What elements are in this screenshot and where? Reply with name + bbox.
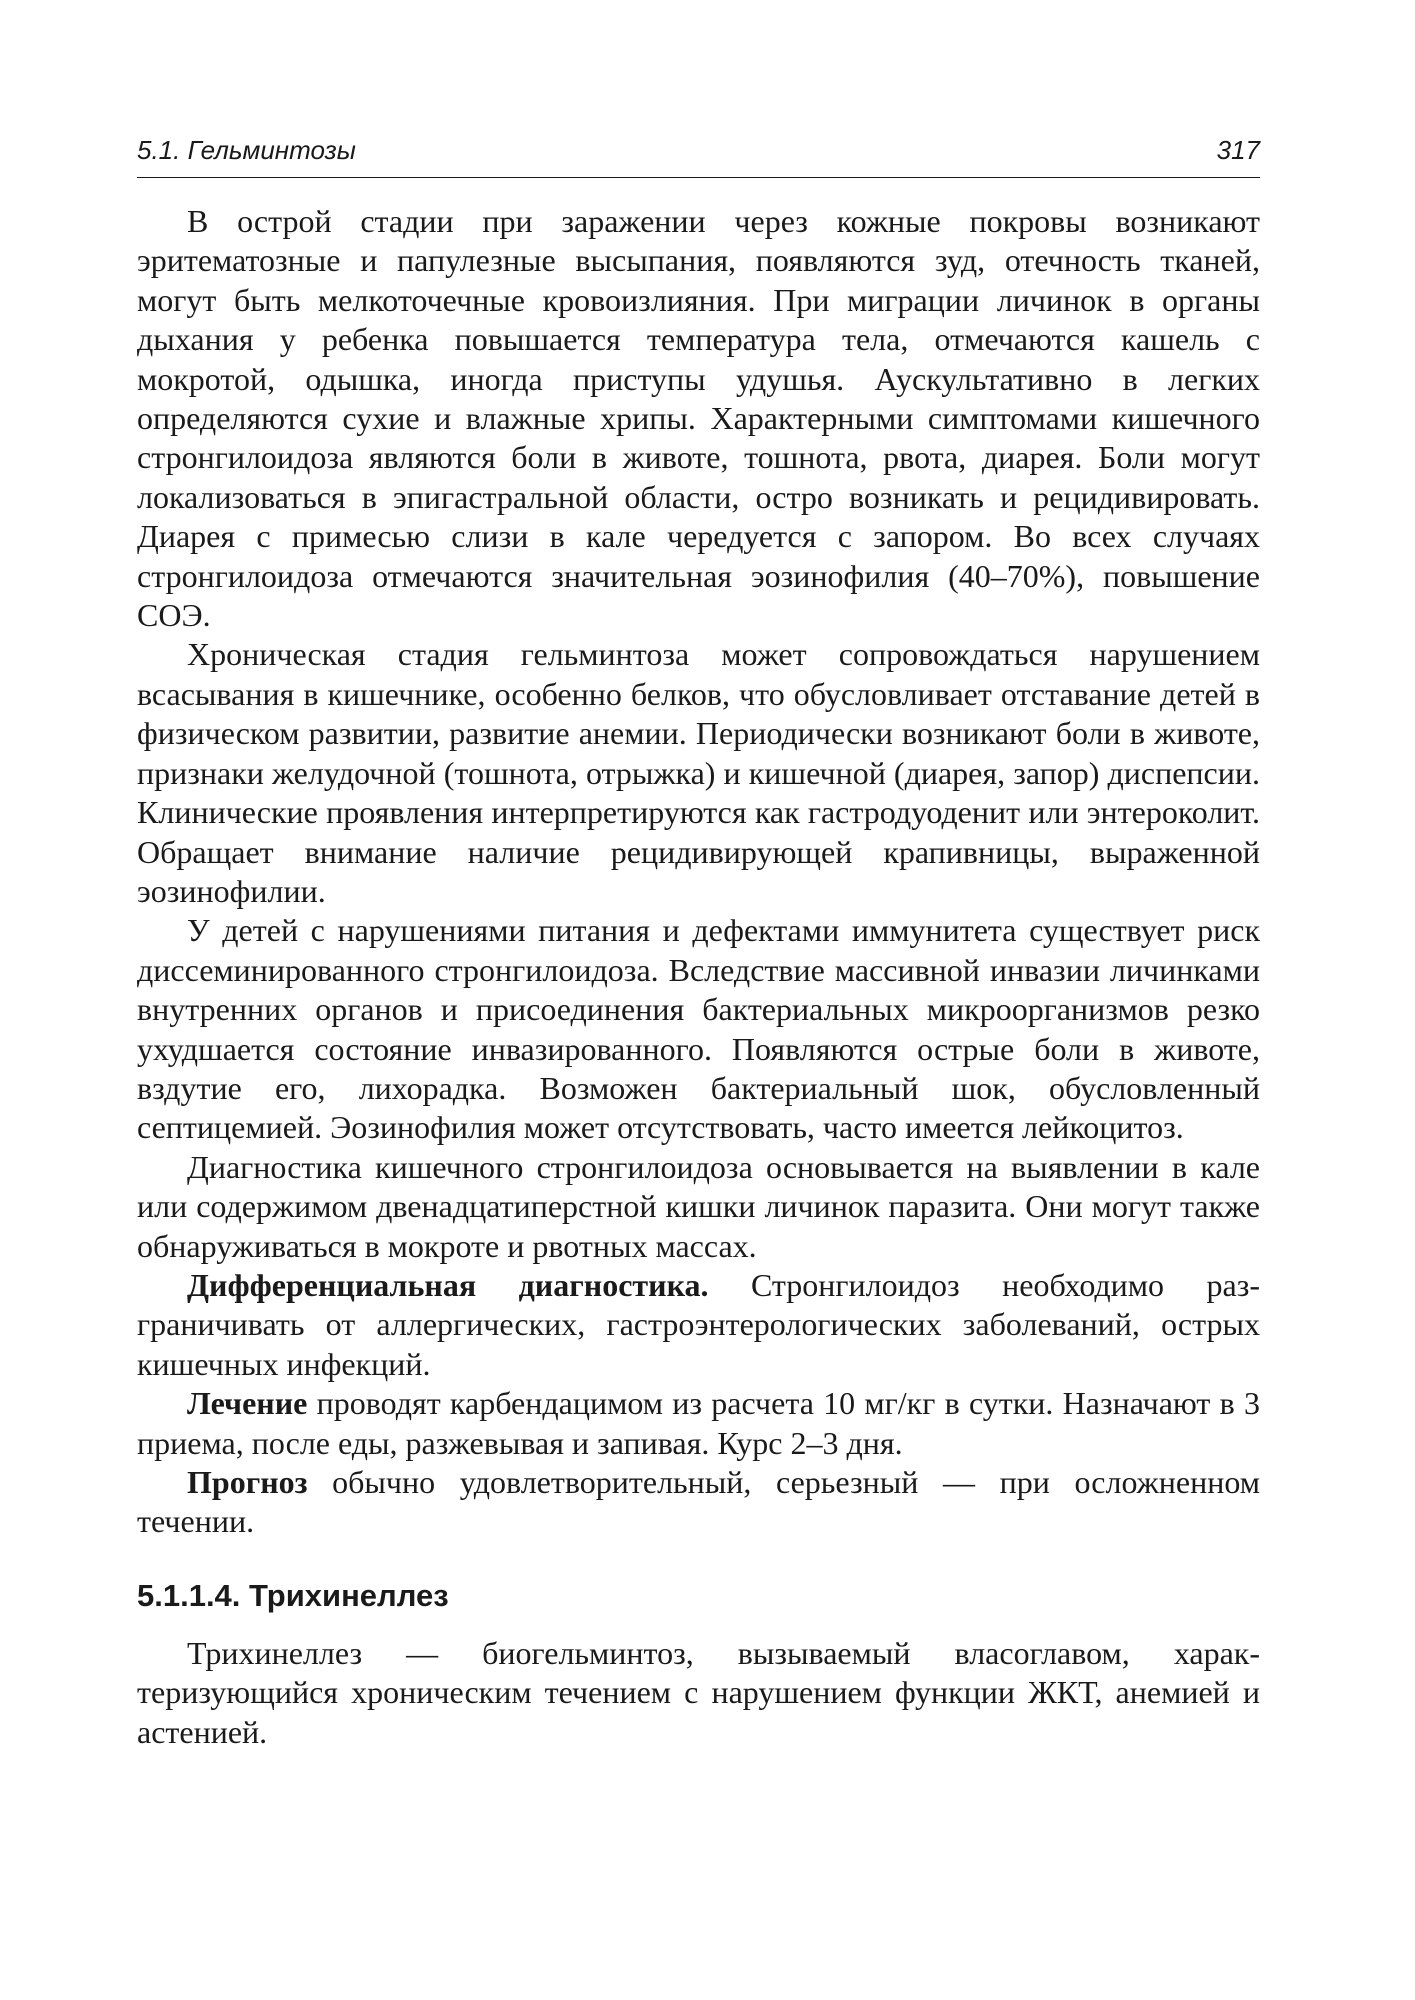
running-header xyxy=(137,135,1260,178)
differential-text: Стронгилоидоз необходимо разграничивать от аллергических, гастроэнтерологических заболеваний, острых кишечных инфекций. xyxy=(137,1266,1261,1382)
treatment-lead: Лечение xyxy=(187,1385,308,1422)
paragraph-treatment xyxy=(137,1384,1260,1463)
treatment-text: проводят карбендацимом из расчета 10 мг/кг в сутки. Назначают в 3 приема, после еды, разжевывая и запивая. Курс 2–3 дня. xyxy=(137,1385,1260,1461)
differential-lead: Дифференциальная диагностика. xyxy=(187,1266,709,1303)
running-header-section: 5.1. Гельминтозы xyxy=(137,135,356,165)
book-page xyxy=(137,135,1260,1752)
paragraph-prognosis xyxy=(137,1463,1260,1542)
paragraph-acute-stage: В острой стадии при заражении через кожные покровы возникают эритематозные и папулезные высыпания, появляются зуд, отечность тканей, могут быть мелкоточечные кровоизлияния. При миграции личинок в органы дыхания у ребенка повышается температура тела, отмечаются кашель с мокротой, одышка, иногда приступы удушья. Аускультативно в легких определяются сухие и влажные хрипы. Характерными симптомами кишечного стронгилоидоза являются боли в животе, тошнота, рвота, диарея. Боли могут локализоваться в эпигастральной области, остро возникать и рецидивировать. Диарея с примесью слизи в кале чередуется с запором. Во всех случаях стронгилоидоза отмечаются значительная эозинофилия (40–70%), повышение СОЭ. xyxy=(137,203,1260,634)
paragraph-trichinellosis: Трихинеллез — биогельминтоз, вызываемый власоглавом, характеризующийся хроническим течением с нарушением функции ЖКТ, анемией и астенией. xyxy=(137,1634,1260,1750)
page-number: 317 xyxy=(1216,135,1260,165)
body-text xyxy=(137,202,1260,1752)
prognosis-lead: Прогноз xyxy=(187,1464,308,1500)
paragraph-disseminated: У детей с нарушениями питания и дефектами иммунитета существует риск диссеминированного стронгилоидоза. Вследствие массивной инвазии личинками внутренних органов и присоединения бактериальных микроорганизмов резко ухудшается состояние инвазированного. Появляются острые боли в животе, вздутие его, лихорадка. Возможен бактериальный шок, обусловленный септицемией. Эозинофилия может отсутствовать, часто имеется лейкоцитоз. xyxy=(137,912,1260,1146)
paragraph-differential xyxy=(137,1266,1260,1384)
prognosis-text: обычно удовлетворительный, серьезный — при осложненном течении. xyxy=(137,1464,1260,1540)
paragraph-chronic-stage: Хроническая стадия гельминтоза может сопровождаться нарушением всасывания в кишечнике, особенно белков, что обусловливает отставание детей в физическом развитии, развитие анемии. Периодически возникают боли в животе, признаки желудочной (тошнота, отрыжка) и кишечной (диарея, запор) диспепсии. Клинические проявления интерпретируются как гастродуоденит или энтероколит. Обращает внимание наличие рецидивирующей крапивницы, выраженной эозинофилии. xyxy=(137,636,1260,909)
paragraph-diagnostics: Диагностика кишечного стронгилоидоза основывается на выявлении в кале или содержимом двенадцатиперстной кишки личинок паразита. Они могут также обнаруживаться в мокроте и рвотных массах. xyxy=(137,1148,1260,1264)
section-heading: 5.1.1.4. Трихинеллез xyxy=(137,1577,449,1613)
